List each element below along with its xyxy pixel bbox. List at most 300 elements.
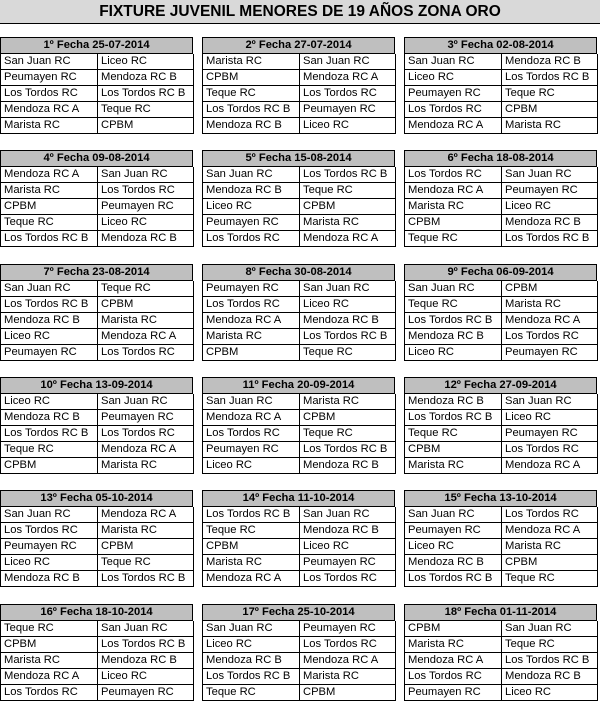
home-team: San Juan RC — [1, 54, 98, 70]
fecha-block — [404, 150, 597, 247]
home-team: Los Tordos RC — [203, 297, 300, 313]
match-row — [405, 297, 598, 313]
fecha-block — [0, 150, 193, 247]
match-row — [1, 231, 194, 247]
away-team: Los Tordos RC B — [300, 442, 396, 458]
away-team: Liceo RC — [300, 539, 396, 555]
home-team: CPBM — [405, 442, 502, 458]
home-team: Los Tordos RC B — [203, 669, 300, 685]
match-row — [405, 685, 598, 701]
home-team: Teque RC — [405, 297, 502, 313]
home-team: Los Tordos RC — [203, 426, 300, 442]
away-team: Marista RC — [300, 215, 396, 231]
fecha-block — [404, 604, 597, 701]
fecha-header: 18º Fecha 01-11-2014 — [404, 604, 597, 621]
home-team: Los Tordos RC — [1, 86, 98, 102]
away-team: San Juan RC — [98, 167, 194, 183]
match-row — [203, 621, 396, 637]
match-row — [1, 442, 194, 458]
home-team: San Juan RC — [1, 281, 98, 297]
home-team: Marista RC — [203, 329, 300, 345]
away-team: Peumayen RC — [300, 621, 396, 637]
match-row — [405, 231, 598, 247]
home-team: CPBM — [203, 70, 300, 86]
match-row — [203, 653, 396, 669]
home-team: Mendoza RC A — [405, 653, 502, 669]
match-row — [405, 329, 598, 345]
home-team: Los Tordos RC B — [405, 571, 502, 587]
away-team: San Juan RC — [502, 621, 598, 637]
home-team: Teque RC — [405, 426, 502, 442]
fecha-header: 11º Fecha 20-09-2014 — [202, 377, 395, 394]
match-table — [202, 167, 396, 247]
match-row — [1, 394, 194, 410]
home-team: Marista RC — [1, 183, 98, 199]
match-row — [1, 297, 194, 313]
away-team: Los Tordos RC B — [98, 637, 194, 653]
match-row — [203, 571, 396, 587]
fecha-block — [0, 490, 193, 587]
home-team: Mendoza RC A — [405, 183, 502, 199]
match-row — [1, 653, 194, 669]
away-team: Mendoza RC A — [98, 442, 194, 458]
match-row — [405, 199, 598, 215]
away-team: Marista RC — [98, 313, 194, 329]
match-row — [1, 313, 194, 329]
match-row — [1, 426, 194, 442]
home-team: Mendoza RC A — [1, 167, 98, 183]
match-row — [405, 458, 598, 474]
match-row — [203, 685, 396, 701]
home-team: Liceo RC — [203, 458, 300, 474]
match-row — [405, 637, 598, 653]
fecha-block — [0, 604, 193, 701]
fecha-header: 13º Fecha 05-10-2014 — [0, 490, 193, 507]
home-team: Mendoza RC B — [1, 571, 98, 587]
fecha-block — [202, 604, 395, 701]
away-team: Los Tordos RC B — [300, 167, 396, 183]
away-team: CPBM — [502, 555, 598, 571]
away-team: Los Tordos RC B — [502, 70, 598, 86]
home-team: Mendoza RC B — [203, 183, 300, 199]
fecha-block — [202, 264, 395, 361]
away-team: Marista RC — [98, 523, 194, 539]
home-team: Liceo RC — [405, 345, 502, 361]
home-team: Los Tordos RC B — [405, 410, 502, 426]
match-row — [405, 86, 598, 102]
away-team: San Juan RC — [502, 394, 598, 410]
match-table — [404, 507, 598, 587]
home-team: Teque RC — [203, 86, 300, 102]
home-team: Teque RC — [1, 442, 98, 458]
home-team: Mendoza RC B — [203, 118, 300, 134]
away-team: Teque RC — [300, 426, 396, 442]
fecha-header: 16º Fecha 18-10-2014 — [0, 604, 193, 621]
home-team: Los Tordos RC B — [1, 297, 98, 313]
away-team: Liceo RC — [98, 669, 194, 685]
match-row — [203, 118, 396, 134]
match-row — [203, 86, 396, 102]
match-row — [1, 70, 194, 86]
away-team: Los Tordos RC — [98, 426, 194, 442]
match-row — [405, 183, 598, 199]
match-row — [1, 54, 194, 70]
home-team: Los Tordos RC B — [1, 426, 98, 442]
away-team: Teque RC — [300, 345, 396, 361]
match-row — [203, 669, 396, 685]
fecha-header: 5º Fecha 15-08-2014 — [202, 150, 395, 167]
match-table — [404, 394, 598, 474]
fecha-block — [0, 377, 193, 474]
match-row — [405, 539, 598, 555]
away-team: Peumayen RC — [300, 555, 396, 571]
away-team: Marista RC — [300, 394, 396, 410]
home-team: Los Tordos RC B — [405, 313, 502, 329]
home-team: Marista RC — [405, 458, 502, 474]
match-row — [1, 183, 194, 199]
home-team: Mendoza RC A — [1, 102, 98, 118]
match-row — [1, 669, 194, 685]
match-table — [202, 507, 396, 587]
away-team: Liceo RC — [300, 118, 396, 134]
away-team: Los Tordos RC B — [502, 231, 598, 247]
fecha-block — [404, 490, 597, 587]
home-team: Mendoza RC B — [405, 555, 502, 571]
home-team: Marista RC — [405, 637, 502, 653]
away-team: CPBM — [300, 685, 396, 701]
match-table — [0, 54, 194, 134]
home-team: CPBM — [1, 637, 98, 653]
match-row — [203, 410, 396, 426]
away-team: Teque RC — [502, 86, 598, 102]
away-team: Peumayen RC — [98, 410, 194, 426]
away-team: San Juan RC — [98, 394, 194, 410]
away-team: Los Tordos RC B — [98, 86, 194, 102]
home-team: CPBM — [1, 199, 98, 215]
match-row — [405, 167, 598, 183]
fecha-block — [0, 264, 193, 361]
match-row — [203, 345, 396, 361]
away-team: Mendoza RC A — [300, 231, 396, 247]
away-team: Mendoza RC A — [98, 507, 194, 523]
match-row — [203, 539, 396, 555]
match-row — [1, 199, 194, 215]
home-team: Peumayen RC — [1, 539, 98, 555]
match-table — [202, 394, 396, 474]
home-team: Mendoza RC A — [405, 118, 502, 134]
away-team: Mendoza RC A — [502, 313, 598, 329]
match-row — [1, 215, 194, 231]
away-team: Peumayen RC — [502, 345, 598, 361]
home-team: Liceo RC — [405, 539, 502, 555]
home-team: Liceo RC — [1, 329, 98, 345]
away-team: Mendoza RC B — [502, 215, 598, 231]
away-team: San Juan RC — [300, 507, 396, 523]
home-team: CPBM — [1, 458, 98, 474]
match-row — [405, 507, 598, 523]
away-team: CPBM — [300, 410, 396, 426]
away-team: Teque RC — [98, 281, 194, 297]
home-team: Liceo RC — [203, 637, 300, 653]
away-team: Mendoza RC A — [502, 458, 598, 474]
home-team: Los Tordos RC B — [203, 102, 300, 118]
match-row — [203, 167, 396, 183]
match-row — [203, 54, 396, 70]
away-team: Mendoza RC A — [502, 523, 598, 539]
home-team: Peumayen RC — [405, 685, 502, 701]
match-table — [404, 54, 598, 134]
away-team: Mendoza RC B — [98, 231, 194, 247]
match-row — [405, 394, 598, 410]
away-team: Mendoza RC B — [300, 458, 396, 474]
match-row — [405, 621, 598, 637]
home-team: Peumayen RC — [405, 523, 502, 539]
home-team: Mendoza RC B — [203, 653, 300, 669]
away-team: San Juan RC — [300, 54, 396, 70]
home-team: Marista RC — [405, 199, 502, 215]
away-team: Mendoza RC B — [300, 523, 396, 539]
match-row — [1, 621, 194, 637]
home-team: Liceo RC — [203, 199, 300, 215]
match-row — [1, 458, 194, 474]
away-team: Liceo RC — [502, 410, 598, 426]
match-row — [405, 345, 598, 361]
away-team: Marista RC — [98, 458, 194, 474]
home-team: San Juan RC — [203, 621, 300, 637]
fecha-block — [202, 150, 395, 247]
fecha-header: 6º Fecha 18-08-2014 — [404, 150, 597, 167]
home-team: Los Tordos RC B — [1, 231, 98, 247]
home-team: Teque RC — [1, 621, 98, 637]
away-team: Teque RC — [300, 183, 396, 199]
match-row — [405, 70, 598, 86]
home-team: Liceo RC — [1, 555, 98, 571]
home-team: San Juan RC — [405, 281, 502, 297]
home-team: Mendoza RC B — [405, 329, 502, 345]
fecha-block — [0, 37, 193, 134]
match-row — [203, 507, 396, 523]
away-team: Los Tordos RC B — [98, 571, 194, 587]
match-row — [405, 442, 598, 458]
match-row — [405, 313, 598, 329]
match-row — [203, 297, 396, 313]
match-row — [203, 281, 396, 297]
match-row — [1, 507, 194, 523]
home-team: Marista RC — [203, 555, 300, 571]
away-team: Liceo RC — [502, 199, 598, 215]
match-row — [203, 394, 396, 410]
home-team: Peumayen RC — [203, 215, 300, 231]
match-row — [1, 102, 194, 118]
match-row — [1, 523, 194, 539]
away-team: Los Tordos RC B — [300, 329, 396, 345]
home-team: Peumayen RC — [203, 442, 300, 458]
away-team: San Juan RC — [300, 281, 396, 297]
match-table — [404, 621, 598, 701]
fecha-header: 17º Fecha 25-10-2014 — [202, 604, 395, 621]
home-team: Mendoza RC A — [203, 410, 300, 426]
match-table — [202, 54, 396, 134]
home-team: Los Tordos RC — [405, 102, 502, 118]
match-row — [203, 183, 396, 199]
match-row — [405, 426, 598, 442]
home-team: Los Tordos RC — [203, 231, 300, 247]
away-team: Mendoza RC A — [98, 329, 194, 345]
home-team: Peumayen RC — [1, 345, 98, 361]
match-row — [203, 458, 396, 474]
fecha-block — [404, 377, 597, 474]
home-team: CPBM — [203, 539, 300, 555]
match-row — [203, 555, 396, 571]
home-team: Teque RC — [405, 231, 502, 247]
fecha-header: 4º Fecha 09-08-2014 — [0, 150, 193, 167]
away-team: Mendoza RC B — [502, 669, 598, 685]
away-team: Los Tordos RC — [98, 345, 194, 361]
home-team: Peumayen RC — [405, 86, 502, 102]
fecha-header: 3º Fecha 02-08-2014 — [404, 37, 597, 54]
home-team: Mendoza RC A — [203, 313, 300, 329]
away-team: CPBM — [98, 118, 194, 134]
home-team: San Juan RC — [203, 167, 300, 183]
home-team: Marista RC — [1, 118, 98, 134]
home-team: CPBM — [405, 621, 502, 637]
match-table — [0, 394, 194, 474]
match-table — [0, 281, 194, 361]
match-row — [203, 523, 396, 539]
fecha-header: 15º Fecha 13-10-2014 — [404, 490, 597, 507]
away-team: CPBM — [502, 102, 598, 118]
away-team: Los Tordos RC — [502, 442, 598, 458]
match-row — [1, 555, 194, 571]
fecha-block — [202, 37, 395, 134]
home-team: San Juan RC — [203, 394, 300, 410]
away-team: Teque RC — [98, 102, 194, 118]
fecha-header: 9º Fecha 06-09-2014 — [404, 264, 597, 281]
away-team: Peumayen RC — [502, 183, 598, 199]
away-team: Teque RC — [98, 555, 194, 571]
fecha-header: 10º Fecha 13-09-2014 — [0, 377, 193, 394]
home-team: Mendoza RC A — [1, 669, 98, 685]
home-team: Mendoza RC B — [1, 410, 98, 426]
match-row — [203, 329, 396, 345]
fecha-header: 7º Fecha 23-08-2014 — [0, 264, 193, 281]
home-team: CPBM — [405, 215, 502, 231]
away-team: Los Tordos RC — [98, 183, 194, 199]
match-row — [203, 637, 396, 653]
match-row — [405, 215, 598, 231]
home-team: San Juan RC — [405, 507, 502, 523]
match-table — [404, 281, 598, 361]
home-team: Marista RC — [203, 54, 300, 70]
home-team: Liceo RC — [1, 394, 98, 410]
match-row — [203, 215, 396, 231]
away-team: Teque RC — [502, 637, 598, 653]
away-team: Mendoza RC B — [98, 70, 194, 86]
away-team: Los Tordos RC — [300, 637, 396, 653]
away-team: Mendoza RC B — [502, 54, 598, 70]
away-team: CPBM — [98, 297, 194, 313]
match-row — [203, 442, 396, 458]
match-row — [405, 653, 598, 669]
fecha-block — [202, 490, 395, 587]
home-team: Mendoza RC A — [203, 571, 300, 587]
fecha-block — [404, 264, 597, 361]
match-row — [1, 539, 194, 555]
match-table — [0, 621, 194, 701]
away-team: Marista RC — [502, 539, 598, 555]
away-team: Peumayen RC — [300, 102, 396, 118]
away-team: Mendoza RC B — [98, 653, 194, 669]
match-row — [1, 167, 194, 183]
away-team: Los Tordos RC — [300, 571, 396, 587]
away-team: Teque RC — [502, 571, 598, 587]
fecha-block — [202, 377, 395, 474]
match-table — [202, 621, 396, 701]
match-table — [202, 281, 396, 361]
away-team: Mendoza RC B — [300, 313, 396, 329]
match-row — [405, 669, 598, 685]
home-team: Mendoza RC B — [405, 394, 502, 410]
match-row — [1, 118, 194, 134]
home-team: Los Tordos RC — [405, 669, 502, 685]
away-team: CPBM — [300, 199, 396, 215]
home-team: Los Tordos RC — [1, 523, 98, 539]
page-title: FIXTURE JUVENIL MENORES DE 19 AÑOS ZONA ORO — [0, 0, 600, 24]
match-row — [203, 70, 396, 86]
match-row — [1, 329, 194, 345]
home-team: Teque RC — [203, 685, 300, 701]
away-team: CPBM — [502, 281, 598, 297]
match-row — [1, 281, 194, 297]
match-row — [405, 410, 598, 426]
away-team: Marista RC — [300, 669, 396, 685]
home-team: Los Tordos RC — [1, 685, 98, 701]
home-team: Teque RC — [1, 215, 98, 231]
away-team: San Juan RC — [502, 167, 598, 183]
match-row — [203, 426, 396, 442]
match-row — [405, 555, 598, 571]
home-team: San Juan RC — [405, 54, 502, 70]
away-team: CPBM — [98, 539, 194, 555]
match-row — [405, 54, 598, 70]
away-team: Peumayen RC — [98, 199, 194, 215]
away-team: Los Tordos RC — [502, 329, 598, 345]
home-team: Liceo RC — [405, 70, 502, 86]
home-team: Peumayen RC — [1, 70, 98, 86]
fecha-header: 12º Fecha 27-09-2014 — [404, 377, 597, 394]
match-row — [405, 523, 598, 539]
match-row — [1, 86, 194, 102]
match-row — [1, 410, 194, 426]
home-team: San Juan RC — [1, 507, 98, 523]
home-team: Marista RC — [1, 653, 98, 669]
match-row — [1, 571, 194, 587]
match-table — [0, 167, 194, 247]
match-row — [1, 685, 194, 701]
away-team: Liceo RC — [300, 297, 396, 313]
home-team: Peumayen RC — [203, 281, 300, 297]
match-row — [203, 199, 396, 215]
match-table — [0, 507, 194, 587]
match-table — [404, 167, 598, 247]
match-row — [203, 231, 396, 247]
away-team: Marista RC — [502, 297, 598, 313]
home-team: Mendoza RC B — [1, 313, 98, 329]
match-row — [1, 345, 194, 361]
away-team: Liceo RC — [98, 54, 194, 70]
match-row — [405, 118, 598, 134]
fecha-header: 8º Fecha 30-08-2014 — [202, 264, 395, 281]
